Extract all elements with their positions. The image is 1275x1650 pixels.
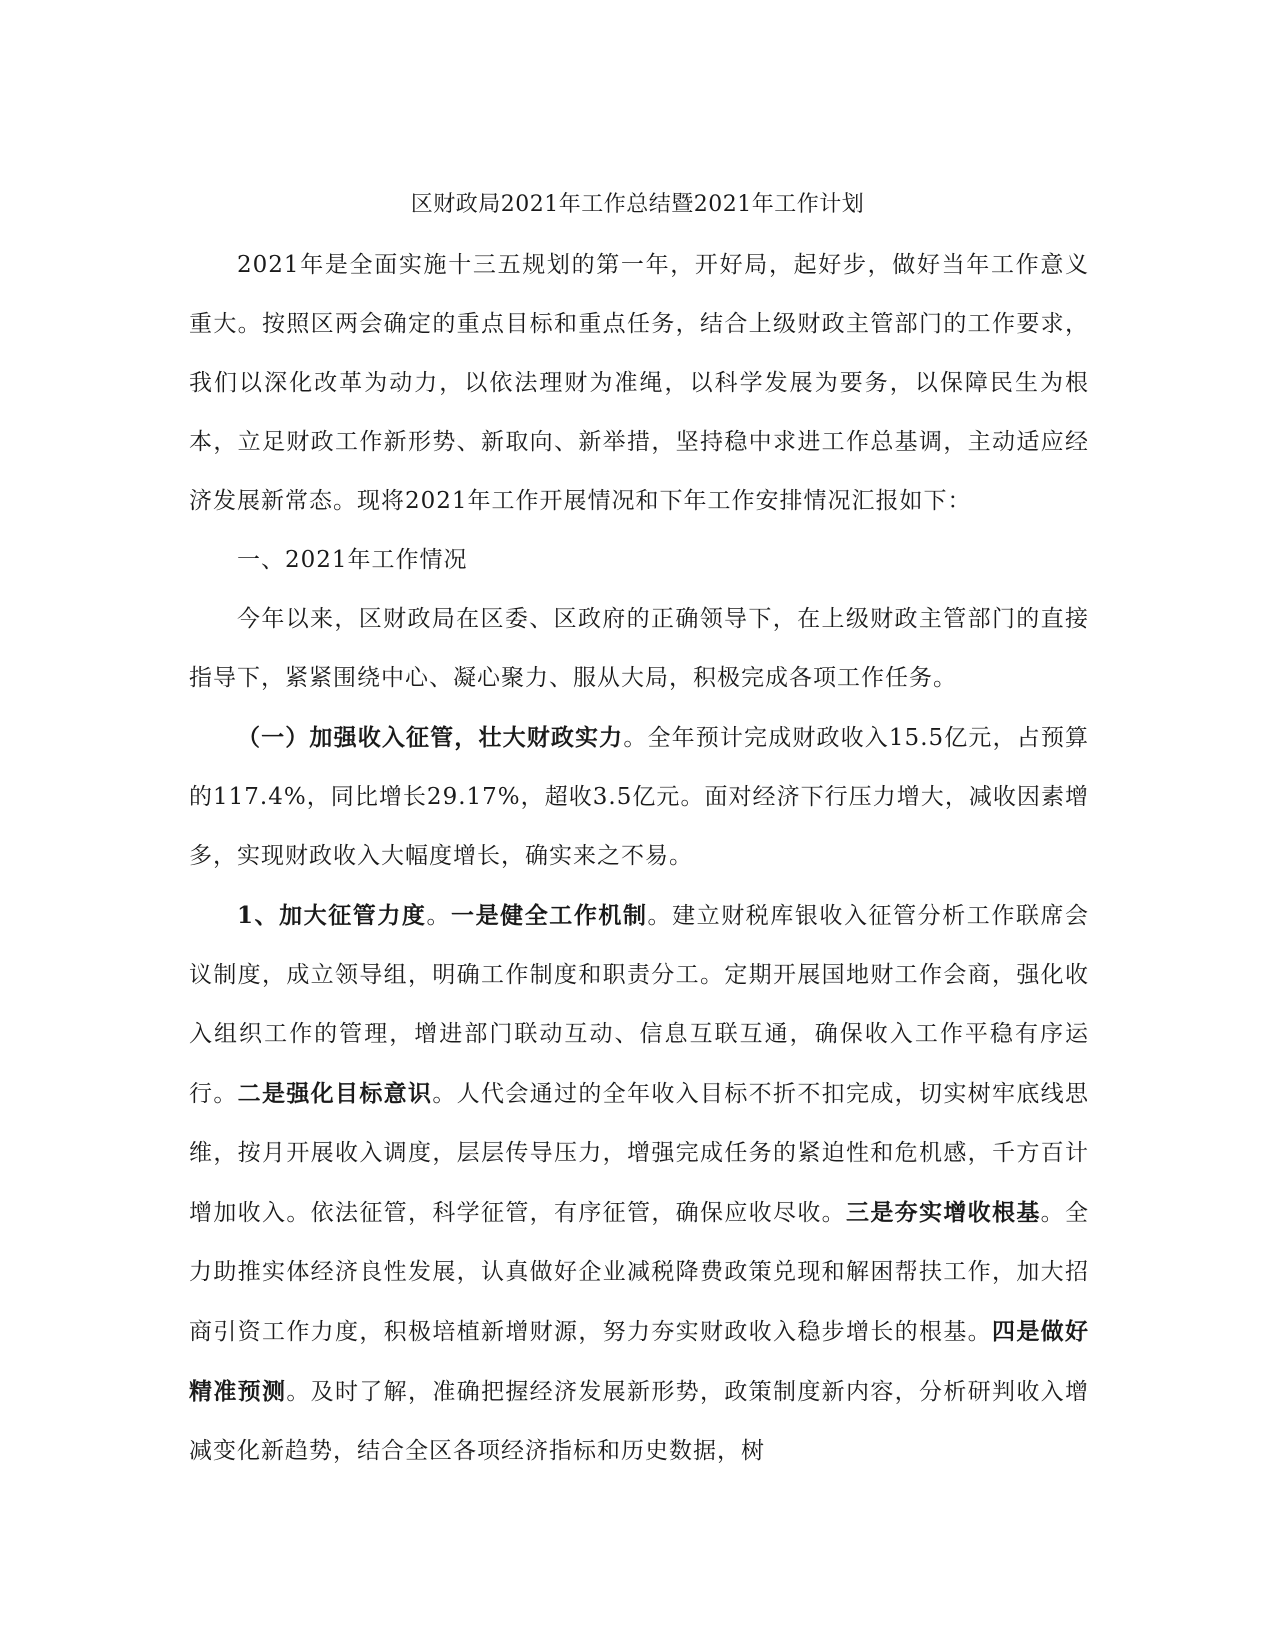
- point-three-text: 。全力助推实体经济良性发展，认真做好企业减税降费政策兑现和解困帮扶工作，加大招商引资工作力度，积极培植新增财源，努力夯实财政收入稳步增长的根基。: [189, 1200, 1090, 1345]
- document-body: [189, 236, 1089, 1481]
- point-four-text: 。及时了解，准确把握经济发展新形势，政策制度新内容，分析研判收入增减变化新趋势，结合全区各项经济指标和历史数据，树: [189, 1379, 1090, 1464]
- document-title: 区财政局2021年工作总结暨2021年工作计划: [410, 192, 865, 217]
- point-two-heading: 二是强化目标意识: [237, 1080, 433, 1107]
- item-one-paragraph: [189, 886, 1089, 1481]
- part-one-text: 。全年预计完成财政收入15.5亿元，占预算的117.4%，同比增长29.17%，超收3.5亿元。面对经济下行压力增大，减收因素增多，实现财政收入大幅度增长，确实来之不易。: [189, 725, 1090, 869]
- section-heading: 一、2021年工作情况: [237, 547, 468, 573]
- part-one-heading: （一）加强收入征管，壮大财政实力: [237, 724, 624, 751]
- point-three-heading: 三是夯实增收根基: [846, 1199, 1041, 1226]
- intro-paragraph: 2021年是全面实施十三五规划的第一年，开好局，起好步，做好当年工作意义重大。按照区两会确定的重点目标和重点任务，结合上级财政主管部门的工作要求，我们以深化改革为动力，以依法理财为准绳，以科学发展为要务，以保障民生为根本，立足财政工作新形势、新取向、新举措，坚持稳中求进工作总基调，主动适应经济发展新常态。现将2021年工作开展情况和下年工作安排情况汇报如下：: [189, 252, 1089, 514]
- section-intro-paragraph: 今年以来，区财政局在区委、区政府的正确领导下，在上级财政主管部门的直接指导下，紧紧围绕中心、凝心聚力、服从大局，积极完成各项工作任务。: [189, 606, 1089, 691]
- point-four-heading: 四是做好精准预测: [189, 1318, 1090, 1405]
- item-one-heading: 1、加大征管力度: [237, 902, 427, 929]
- point-one-heading: 一是健全工作机制: [451, 902, 648, 929]
- item-one-separator: 。: [426, 903, 452, 929]
- point-two-text: 。人代会通过的全年收入目标不折不扣完成，切实树牢底线思维，按月开展收入调度，层层传导压力，增强完成任务的紧迫性和危机感，千方百计增加收入。依法征管，科学征管，有序征管，确保应收尽收。: [189, 1081, 1090, 1226]
- part-one-paragraph: [189, 708, 1089, 886]
- point-one-text: 。建立财税库银收入征管分析工作联席会议制度，成立领导组，明确工作制度和职责分工。定期开展国地财工作会商，强化收入组织工作的管理，增进部门联动互动、信息互联互通，确保收入工作平稳有序运行。: [189, 903, 1090, 1107]
